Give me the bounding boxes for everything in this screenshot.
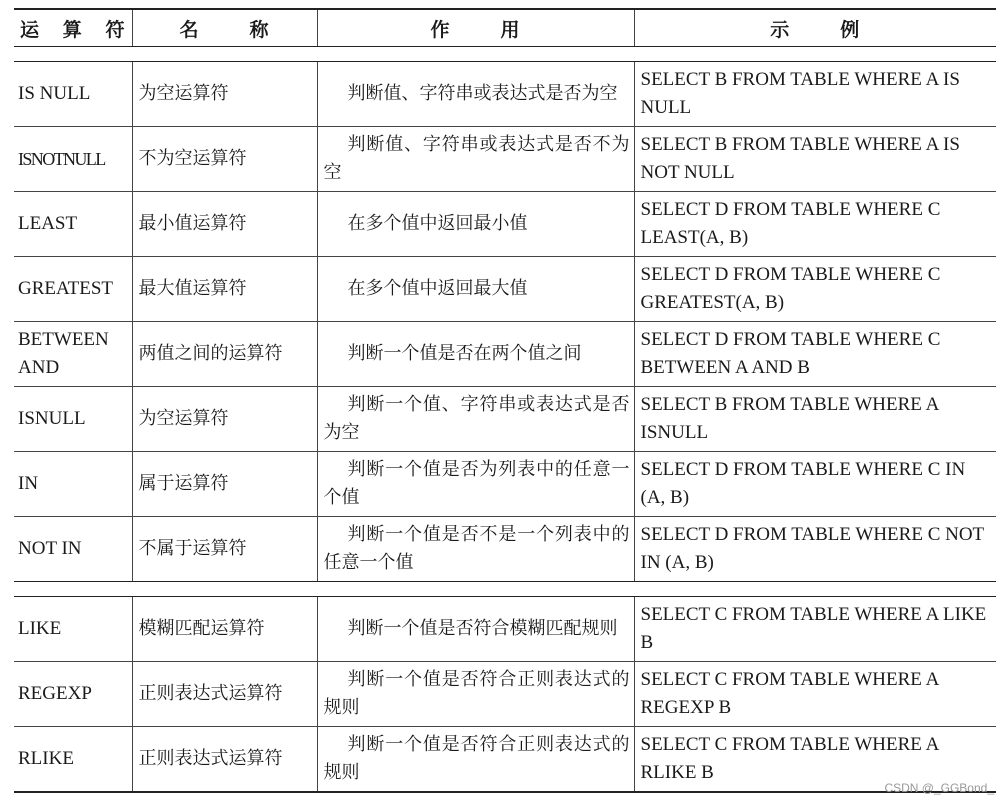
- example-cell: SELECT B FROM TABLE WHERE A IS NULL: [634, 62, 996, 127]
- name-cell: 模糊匹配运算符: [132, 597, 317, 662]
- function-cell: 判断一个值、字符串或表达式是否为空: [317, 387, 634, 452]
- header-operator-char: 运: [20, 18, 41, 41]
- table-header-row: [14, 9, 996, 47]
- table-row: [14, 257, 996, 322]
- header-operator-char: 算: [62, 18, 83, 41]
- example-cell: SELECT C FROM TABLE WHERE A REGEXP B: [634, 662, 996, 727]
- header-name-char: 名: [179, 18, 200, 41]
- operator-cell: REGEXP: [14, 662, 132, 727]
- table-row: [14, 387, 996, 452]
- table-row: [14, 127, 996, 192]
- function-cell: 在多个值中返回最小值: [317, 192, 634, 257]
- header-example-char: 例: [840, 18, 861, 41]
- function-cell: 判断一个值是否不是一个列表中的任意一个值: [317, 517, 634, 582]
- example-cell: SELECT D FROM TABLE WHERE C GREATEST(A, B): [634, 257, 996, 322]
- header-example-char: 示: [770, 18, 791, 41]
- header-name-char: 称: [249, 18, 270, 41]
- example-cell: SELECT D FROM TABLE WHERE C LEAST(A, B): [634, 192, 996, 257]
- name-cell: 最小值运算符: [132, 192, 317, 257]
- operator-table: [14, 8, 996, 793]
- name-cell: 两值之间的运算符: [132, 322, 317, 387]
- example-cell: SELECT C FROM TABLE WHERE A LIKE B: [634, 597, 996, 662]
- table-row: [14, 192, 996, 257]
- function-cell: 判断一个值是否符合正则表达式的规则: [317, 727, 634, 793]
- operator-cell: IN: [14, 452, 132, 517]
- header-operator: [14, 9, 132, 47]
- header-operator-char: 符: [105, 18, 126, 41]
- operator-cell: GREATEST: [14, 257, 132, 322]
- name-cell: 属于运算符: [132, 452, 317, 517]
- table-row: [14, 517, 996, 582]
- header-function-char: 作: [430, 18, 451, 41]
- name-cell: 不为空运算符: [132, 127, 317, 192]
- function-cell: 判断一个值是否为列表中的任意一个值: [317, 452, 634, 517]
- table-spacer: [14, 47, 996, 62]
- header-function: [317, 9, 634, 47]
- table-row: [14, 662, 996, 727]
- name-cell: 最大值运算符: [132, 257, 317, 322]
- watermark: CSDN @_GGBond_: [884, 781, 994, 795]
- name-cell: 不属于运算符: [132, 517, 317, 582]
- operator-cell: ISNOTNULL: [14, 127, 132, 192]
- function-cell: 判断值、字符串或表达式是否不为空: [317, 127, 634, 192]
- header-function-char: 用: [500, 18, 521, 41]
- operator-cell: NOT IN: [14, 517, 132, 582]
- operator-cell: BETWEEN AND: [14, 322, 132, 387]
- function-cell: 判断一个值是否符合正则表达式的规则: [317, 662, 634, 727]
- example-cell: SELECT B FROM TABLE WHERE A IS NOT NULL: [634, 127, 996, 192]
- example-cell: SELECT D FROM TABLE WHERE C BETWEEN A AND B: [634, 322, 996, 387]
- header-example: [634, 9, 996, 47]
- header-name: [132, 9, 317, 47]
- table-row: [14, 597, 996, 662]
- operator-cell: ISNULL: [14, 387, 132, 452]
- operator-cell: LEAST: [14, 192, 132, 257]
- example-cell: SELECT B FROM TABLE WHERE A ISNULL: [634, 387, 996, 452]
- name-cell: 正则表达式运算符: [132, 662, 317, 727]
- example-cell: SELECT D FROM TABLE WHERE C NOT IN (A, B): [634, 517, 996, 582]
- operator-cell: IS NULL: [14, 62, 132, 127]
- table-spacer: [14, 582, 996, 597]
- table-row: [14, 322, 996, 387]
- name-cell: 为空运算符: [132, 62, 317, 127]
- function-cell: 在多个值中返回最大值: [317, 257, 634, 322]
- function-cell: 判断一个值是否符合模糊匹配规则: [317, 597, 634, 662]
- name-cell: 正则表达式运算符: [132, 727, 317, 793]
- table-row: [14, 727, 996, 793]
- table-row: [14, 62, 996, 127]
- name-cell: 为空运算符: [132, 387, 317, 452]
- function-cell: 判断一个值是否在两个值之间: [317, 322, 634, 387]
- example-cell: SELECT C FROM TABLE WHERE A RLIKE B: [634, 727, 996, 793]
- example-cell: SELECT D FROM TABLE WHERE C IN (A, B): [634, 452, 996, 517]
- operator-cell: LIKE: [14, 597, 132, 662]
- operator-cell: RLIKE: [14, 727, 132, 793]
- function-cell: 判断值、字符串或表达式是否为空: [317, 62, 634, 127]
- table-row: [14, 452, 996, 517]
- operator-table-container: [14, 8, 996, 793]
